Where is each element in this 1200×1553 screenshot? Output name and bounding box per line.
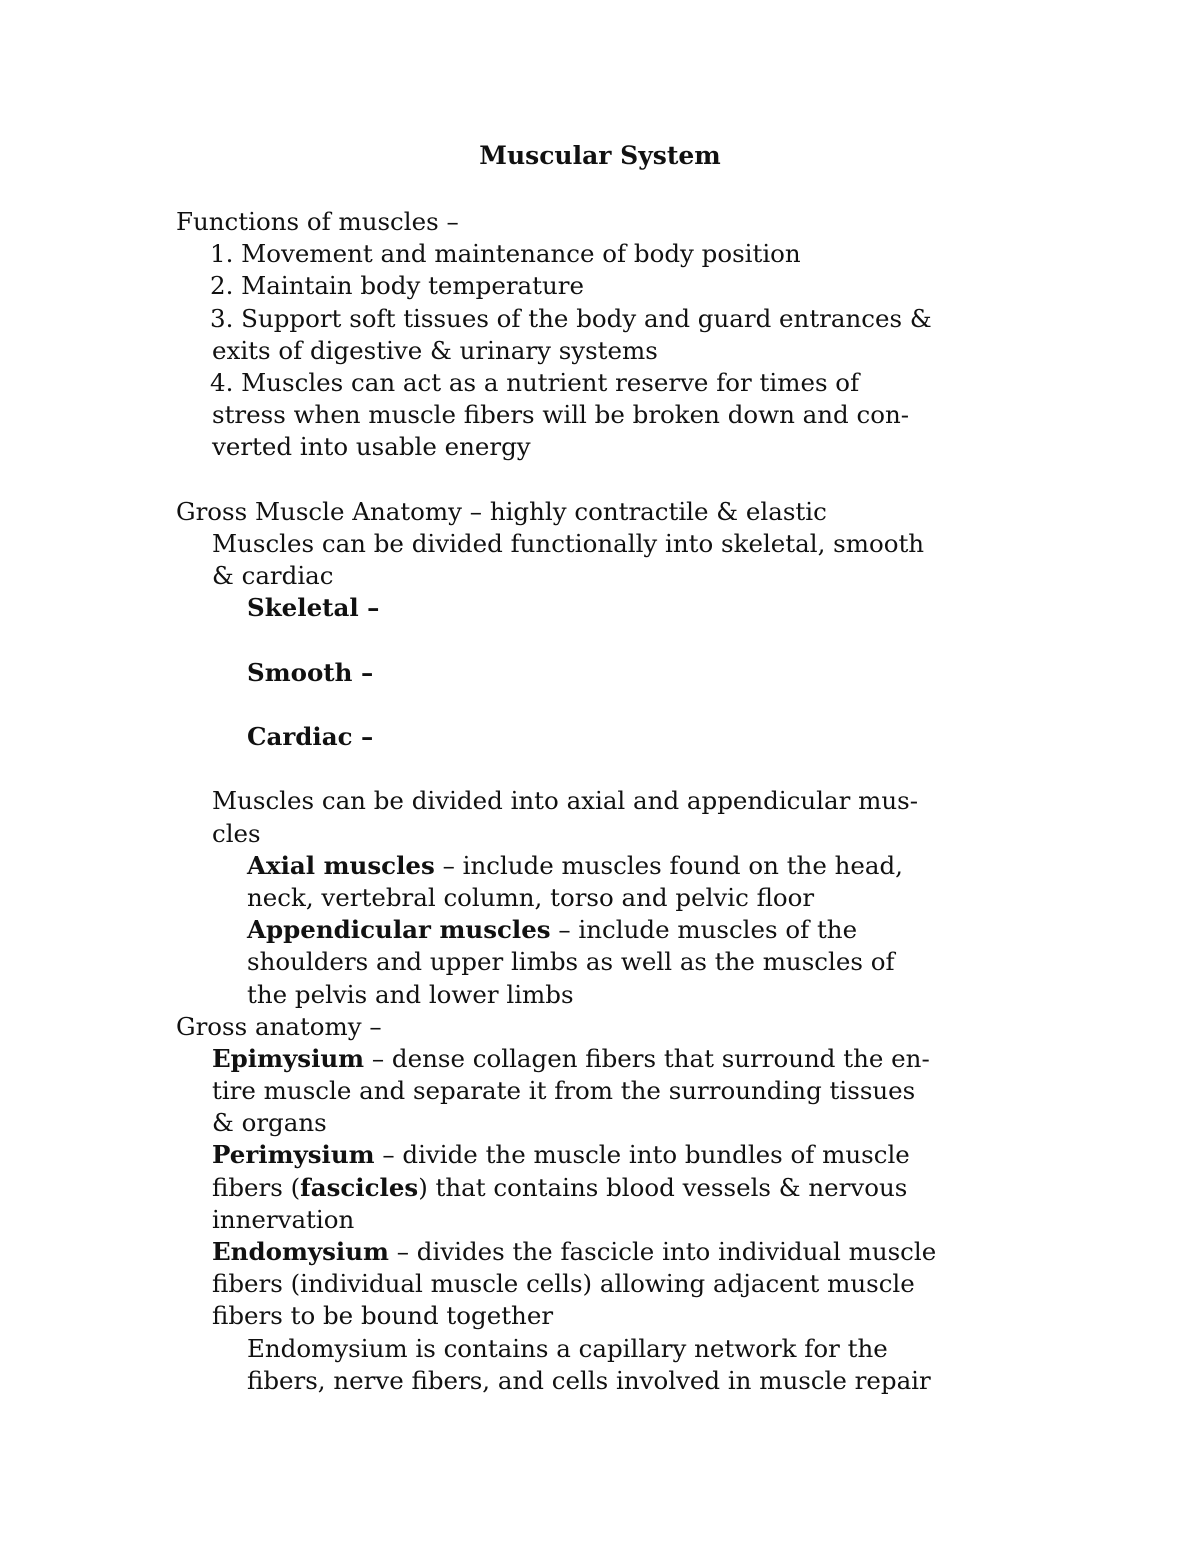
axial-intro-line-2: cles <box>212 818 261 848</box>
smooth-label <box>176 657 936 689</box>
page-title: Muscular System <box>479 141 721 170</box>
divided-functionally-line-1: Muscles can be divided functionally into skeletal, smooth <box>212 528 925 558</box>
functions-item-2: 2. Maintain body temperature <box>210 271 584 301</box>
epimysium-term: Epimysium <box>212 1043 365 1073</box>
appendicular-muscles-line-2: shoulders and upper limbs as well as the muscles of <box>247 947 895 977</box>
axial-muscles-line-1 <box>176 850 936 882</box>
appendicular-muscles-definition: – include muscles of the <box>550 915 858 945</box>
perimysium-line-1 <box>176 1139 936 1171</box>
spacer <box>176 689 936 721</box>
functions-item-4-line-1: 4. Muscles can act as a nutrient reserve for times of <box>210 367 860 397</box>
endomysium-sub-line-1: Endomysium is contains a capillary network for the <box>247 1333 888 1363</box>
appendicular-muscles-line-3: the pelvis and lower limbs <box>247 979 574 1009</box>
axial-intro-line-1: Muscles can be divided into axial and appendicular mus- <box>212 786 918 816</box>
perimysium-term: Perimysium <box>212 1140 375 1170</box>
axial-muscles-line-2: neck, vertebral column, torso and pelvic floor <box>247 882 815 912</box>
endomysium-line-1 <box>176 1236 936 1268</box>
endomysium-term: Endomysium <box>212 1237 389 1266</box>
skeletal-term: Skeletal – <box>247 593 380 623</box>
perimysium-definition: – divide the muscle into bundles of muscle <box>374 1140 910 1170</box>
perimysium-line-2-post: ) that contains blood vessels & nervous <box>418 1172 908 1202</box>
gross-muscle-heading: Gross Muscle Anatomy – highly contractile & elastic <box>176 496 827 526</box>
perimysium-line-2-pre: fibers ( <box>212 1172 301 1202</box>
epimysium-definition: – dense collagen fibers that surround the en- <box>364 1043 930 1073</box>
perimysium-line-2 <box>176 1172 936 1204</box>
skeletal-label <box>176 592 936 624</box>
document-body <box>176 206 936 1397</box>
functions-heading: Functions of muscles – <box>176 207 459 236</box>
spacer <box>176 753 936 785</box>
cardiac-label <box>176 721 936 753</box>
divided-functionally-line-2: & cardiac <box>212 561 334 591</box>
epimysium-line-3: & organs <box>212 1108 327 1138</box>
fascicles-term: fascicles <box>300 1172 419 1202</box>
smooth-term: Smooth – <box>247 657 374 687</box>
functions-item-3-line-2: exits of digestive & urinary systems <box>212 335 658 365</box>
spacer <box>176 464 936 496</box>
appendicular-muscles-line-1 <box>176 914 936 946</box>
axial-muscles-term: Axial muscles <box>247 850 435 880</box>
endomysium-sub-line-2: fibers, nerve fibers, and cells involved in muscle repair <box>247 1365 931 1395</box>
axial-muscles-definition: – include muscles found on the head, <box>434 850 903 880</box>
endomysium-line-2: fibers (individual muscle cells) allowing adjacent muscle <box>212 1269 915 1299</box>
appendicular-muscles-term: Appendicular muscles <box>247 915 551 945</box>
functions-item-4-line-2: stress when muscle fibers will be broken down and con- <box>212 400 910 430</box>
epimysium-line-1 <box>176 1043 936 1075</box>
endomysium-definition: – divides the fascicle into individual muscle <box>388 1237 937 1266</box>
gross-anatomy-heading: Gross anatomy – <box>176 1011 382 1041</box>
endomysium-line-3: fibers to be bound together <box>212 1301 554 1331</box>
spacer <box>176 624 936 656</box>
functions-item-4-line-3: verted into usable energy <box>212 432 531 462</box>
functions-item-1: 1. Movement and maintenance of body position <box>210 239 801 269</box>
cardiac-term: Cardiac – <box>247 722 374 751</box>
functions-item-3-line-1: 3. Support soft tissues of the body and guard entrances & <box>210 303 932 333</box>
epimysium-line-2: tire muscle and separate it from the surrounding tissues <box>212 1076 916 1106</box>
perimysium-line-3: innervation <box>212 1204 355 1234</box>
